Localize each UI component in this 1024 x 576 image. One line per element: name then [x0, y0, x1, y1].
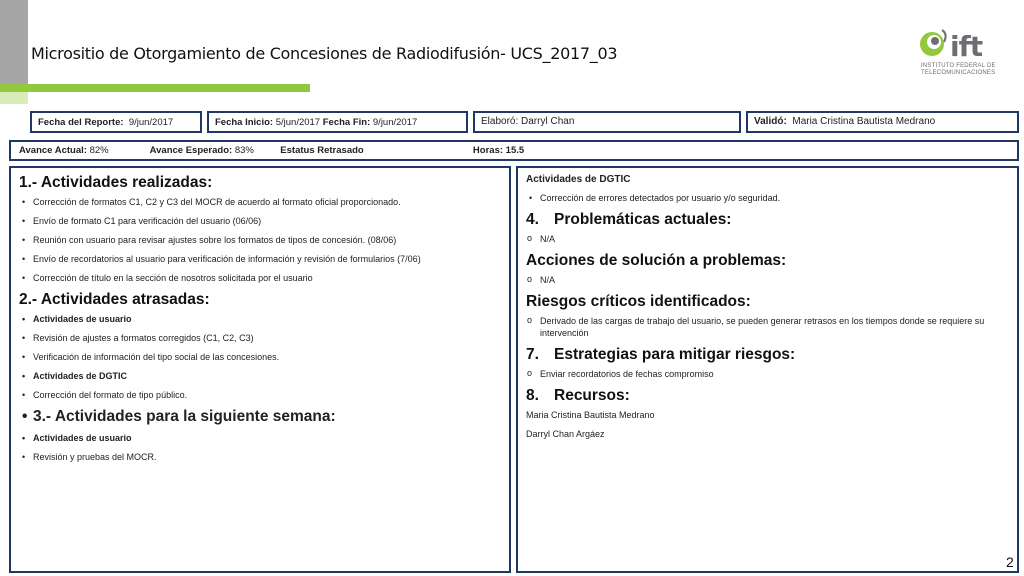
status-bar: Avance Actual: 82% Avance Esperado: 83% Estatus Retrasado Horas: 15.5 [9, 140, 1019, 161]
page-number: 2 [1006, 554, 1014, 570]
decor-bar-gray [0, 0, 28, 84]
elaboro-box: Elaboró: Darryl Chan [473, 111, 741, 133]
valido-box: Validó: Maria Cristina Bautista Medrano [746, 111, 1019, 133]
section-3-title: • 3.- Actividades para la siguiente semana: [19, 408, 501, 426]
section-1-title: 1.- Actividades realizadas: [19, 174, 213, 191]
list-item: • Corrección del formato de tipo público. [19, 389, 501, 401]
list-item: o Enviar recordatorios de fechas compromiso [526, 368, 1009, 380]
list-item: o Derivado de las cargas de trabajo del usuario, se pueden generar retrasos en los tiempos donde se requiere su intervención [526, 315, 1009, 339]
list-item: • Corrección de errores detectados por usuario y/o seguridad. [526, 192, 1009, 204]
ift-logo-text: ift [950, 30, 983, 63]
list-item: • Revisión y pruebas del MOCR. [19, 451, 501, 463]
report-date-box: Fecha del Reporte: 9/jun/2017 [30, 111, 202, 133]
riesgos-list [526, 315, 1009, 339]
section-7-list [526, 368, 1009, 380]
list-item: • Verificación de información del tipo social de las concesiones. [19, 351, 501, 363]
decor-bar-green-vertical [0, 84, 28, 92]
left-panel [9, 166, 511, 573]
list-group-heading: • Actividades de DGTIC [19, 370, 501, 382]
list-item: • Reunión con usuario para revisar ajustes sobre los formatos de tipos de concesión. (08/06) [19, 234, 501, 246]
right-panel [516, 166, 1019, 573]
list-item: • Revisión de ajustes a formatos corregidos (C1, C2, C3) [19, 332, 501, 344]
dgtic-title: Actividades de DGTIC [526, 174, 631, 185]
list-item: • Corrección de título en la sección de nosotros solicitada por el usuario [19, 272, 501, 284]
section-4-list [526, 233, 1009, 245]
list-item: • Corrección de formatos C1, C2 y C3 del MOCR de acuerdo al formato oficial proporcionado. [19, 196, 501, 208]
riesgos-title: Riesgos críticos identificados: [526, 293, 751, 310]
resource-line: Darryl Chan Argáez [526, 429, 605, 439]
section-2-title: 2.- Actividades atrasadas: [19, 291, 210, 308]
section-1-list [19, 196, 501, 284]
date-range-box: Fecha Inicio: 5/jun/2017 Fecha Fin: 9/jun/2017 [207, 111, 468, 133]
ift-logo-icon [918, 28, 950, 62]
section-2-list [19, 313, 501, 401]
section-3-list [19, 432, 501, 463]
decor-bar-lightgreen [0, 92, 28, 104]
acciones-list [526, 274, 1009, 286]
list-item: o N/A [526, 233, 1009, 245]
acciones-title: Acciones de solución a problemas: [526, 252, 787, 269]
decor-bar-green-horizontal [28, 84, 310, 92]
list-item: • Envío de recordatorios al usuario para verificación de información y revisión de formularios (7/06) [19, 253, 501, 265]
ift-logo-subtitle: INSTITUTO FEDERAL DE TELECOMUNICACIONES [921, 63, 996, 76]
page-title: Micrositio de Otorgamiento de Concesiones de Radiodifusión- UCS_2017_03 [31, 44, 618, 63]
section-8-title: 8. Recursos: [526, 387, 630, 404]
list-group-heading: • Actividades de usuario [19, 313, 501, 325]
list-item: o N/A [526, 274, 1009, 286]
list-item: • Envío de formato C1 para verificación del usuario (06/06) [19, 215, 501, 227]
list-group-heading: • Actividades de usuario [19, 432, 501, 444]
section-7-title: 7. Estrategias para mitigar riesgos: [526, 346, 796, 363]
resource-line: Maria Cristina Bautista Medrano [526, 410, 655, 420]
section-4-title: 4. Problemáticas actuales: [526, 211, 732, 228]
dgtic-list [526, 192, 1009, 204]
